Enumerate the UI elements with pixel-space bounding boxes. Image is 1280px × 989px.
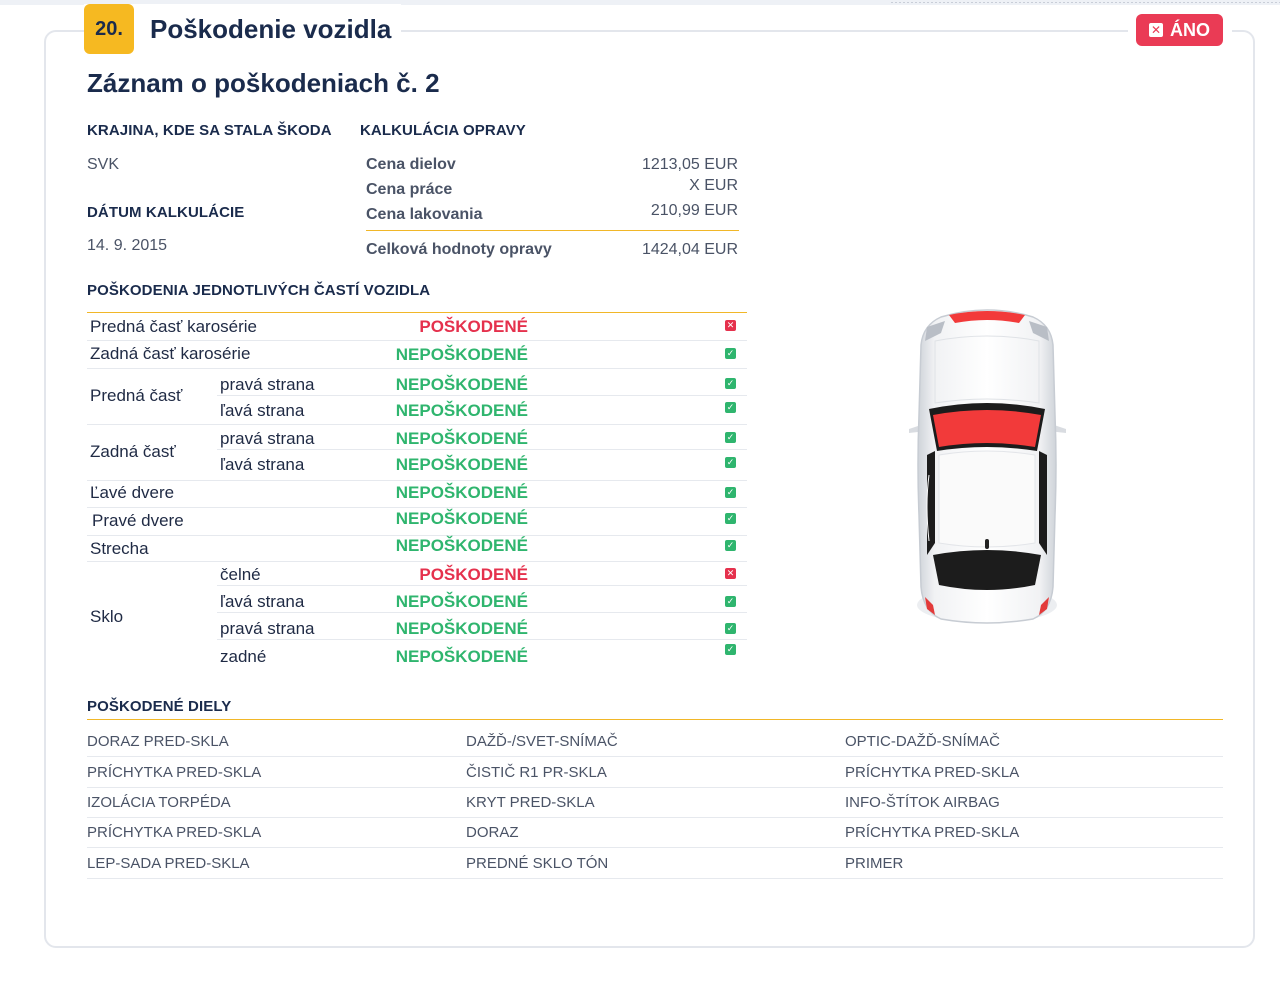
damaged-part-cell: PREDNÉ SKLO TÓN [466, 855, 609, 872]
part-status: NEPOŠKODENÉ [395, 345, 528, 364]
part-name: Strecha [90, 539, 149, 558]
ok-check-icon: ✓ [726, 596, 735, 606]
calc-row [366, 204, 738, 224]
damaged-part-cell: IZOLÁCIA TORPÉDA [87, 794, 231, 811]
damaged-part-cell: ČISTIČ R1 PR-SKLA [466, 764, 607, 781]
close-icon: ✕ [1150, 23, 1162, 37]
damaged-parts-divider [87, 719, 1223, 720]
damaged-part-cell: PRÍCHYTKA PRED-SKLA [845, 764, 1020, 781]
ok-check-icon: ✓ [726, 513, 735, 523]
part-status: NEPOŠKODENÉ [395, 429, 528, 448]
ok-check-icon: ✓ [726, 378, 735, 388]
ano-status-button[interactable] [1136, 14, 1223, 46]
damaged-parts-row [87, 727, 1223, 757]
calc-row [366, 179, 738, 199]
country-label: KRAJINA, KDE SA STALA ŠKODA [87, 122, 332, 139]
damaged-x-icon: ✕ [726, 320, 735, 330]
car-top-view-diagram [905, 305, 1070, 630]
damaged-parts-row [87, 758, 1223, 788]
calc-date-label: DÁTUM KALKULÁCIE [87, 204, 245, 221]
part-subname: ľavá strana [220, 401, 305, 420]
part-group-label: Zadná časť [90, 442, 176, 461]
damaged-part-cell: DORAZ [466, 824, 519, 841]
ok-check-icon: ✓ [726, 402, 735, 412]
parts-label: POŠKODENIA JEDNOTLIVÝCH ČASTÍ VOZIDLA [87, 282, 431, 299]
part-status: NEPOŠKODENÉ [395, 647, 528, 666]
damaged-part-cell: DORAZ PRED-SKLA [87, 733, 229, 750]
part-subname: pravá strana [220, 429, 315, 448]
part-subname: ľavá strana [220, 592, 305, 611]
calc-total-name: Celková hodnoty opravy [366, 241, 552, 258]
calc-row-name: Cena lakovania [366, 206, 483, 223]
damaged-parts-row [87, 849, 1223, 879]
part-subname: pravá strana [220, 619, 315, 638]
part-name: Predná časť karosérie [90, 317, 258, 336]
calc-row [366, 156, 738, 174]
damaged-part-cell: LEP-SADA PRED-SKLA [87, 855, 250, 872]
section-number-badge: 20. [84, 4, 134, 54]
damaged-part-cell: DAŽĎ-/SVET-SNÍMAČ [466, 733, 618, 750]
ano-status-label: ÁNO [1170, 19, 1210, 40]
part-name: Pravé dvere [92, 511, 184, 530]
part-status: NEPOŠKODENÉ [395, 592, 528, 611]
ok-check-icon: ✓ [726, 457, 735, 467]
part-status: NEPOŠKODENÉ [395, 483, 528, 502]
part-status: NEPOŠKODENÉ [395, 619, 528, 638]
part-status: NEPOŠKODENÉ [395, 401, 528, 420]
damaged-parts-row [87, 788, 1223, 818]
ok-check-icon: ✓ [726, 623, 735, 633]
damaged-part-cell: INFO-ŠTÍTOK AIRBAG [845, 794, 1000, 811]
damaged-parts-label: POŠKODENÉ DIELY [87, 698, 232, 715]
part-status: POŠKODENÉ [419, 565, 528, 584]
part-subname: čelné [220, 565, 261, 584]
ok-check-icon: ✓ [726, 644, 735, 654]
part-group-label: Predná časť [90, 386, 183, 405]
calc-row-value: X EUR [689, 177, 738, 194]
calc-divider [366, 230, 739, 231]
repair-calc-label: KALKULÁCIA OPRAVY [360, 122, 526, 139]
section-title: Poškodenie vozidla [150, 13, 392, 44]
part-name: Zadná časť karosérie [90, 344, 251, 363]
part-status: NEPOŠKODENÉ [395, 455, 528, 474]
ok-check-icon: ✓ [726, 348, 735, 358]
damaged-part-cell: OPTIC-DAŽĎ-SNÍMAČ [845, 733, 1000, 750]
calc-row-value: 1213,05 EUR [641, 156, 738, 173]
damaged-part-cell: PRÍCHYTKA PRED-SKLA [87, 824, 262, 841]
ok-check-icon: ✓ [726, 540, 735, 550]
damaged-x-icon: ✕ [726, 568, 735, 578]
part-subname: ľavá strana [220, 455, 305, 474]
calc-total-value: 1424,04 EUR [641, 241, 738, 258]
windshield-damaged [933, 410, 1041, 447]
part-status: NEPOŠKODENÉ [395, 509, 528, 528]
damaged-part-cell: PRÍCHYTKA PRED-SKLA [845, 824, 1020, 841]
section-header [84, 4, 401, 54]
part-subname: zadné [220, 647, 267, 666]
calc-date-value: 14. 9. 2015 [87, 237, 168, 254]
damaged-part-cell: PRIMER [845, 855, 904, 872]
part-name: Ľavé dvere [90, 483, 175, 502]
part-status: NEPOŠKODENÉ [395, 536, 528, 555]
calc-row-name: Cena práce [366, 181, 453, 198]
top-dots [890, 1, 1280, 4]
record-title: Záznam o poškodeniach č. 2 [87, 68, 440, 98]
part-status: POŠKODENÉ [419, 317, 528, 336]
calc-row-name: Cena dielov [366, 156, 456, 173]
damaged-part-cell: KRYT PRED-SKLA [466, 794, 595, 811]
damaged-part-cell: PRÍCHYTKA PRED-SKLA [87, 764, 262, 781]
ok-check-icon: ✓ [726, 432, 735, 442]
ok-check-icon: ✓ [726, 487, 735, 497]
part-status: NEPOŠKODENÉ [395, 375, 528, 394]
part-subname: pravá strana [220, 375, 315, 394]
calc-total-row [366, 241, 738, 259]
damaged-parts-row [87, 818, 1223, 848]
country-value: SVK [87, 156, 120, 173]
calc-row-value: 210,99 EUR [650, 202, 738, 219]
part-group-label: Sklo [90, 607, 124, 626]
